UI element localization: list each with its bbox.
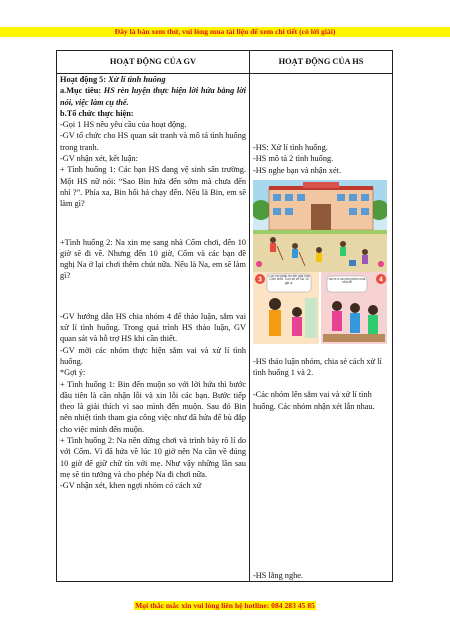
gv-line-4: + Tình huống 1: Các bạn HS đang vệ sinh sân trường. Một HS nữ nói: “Sao Bin hứa đến sớm mà chưa đến nhỉ ?”. Phía xa, Bin hối hả chạy đến. Nếu là Bin, em sẽ làm gì? bbox=[60, 165, 246, 209]
speech-bubble-com: Na ơi ở lại chơi thêm chút nữa đi! bbox=[328, 277, 366, 284]
activity-name: Xử lí tình huống bbox=[106, 75, 166, 84]
gv-line-6: -GV hướng dẫn HS chia nhóm 4 để thảo luận, sắm vai xử lí tình huống. Trong quá trình HS thảo luận, GV quan sát và hỗ trợ HS khi cần thiết. bbox=[60, 311, 246, 344]
goal-label: a.Mục tiêu: bbox=[60, 86, 102, 96]
hs-line-2: -HS mô tả 2 tình huống. bbox=[253, 154, 334, 164]
goal-text: HS rèn luyện thực hiện lời hứa bằng lời nói, việc làm cụ thể. bbox=[60, 86, 246, 107]
hs-line-1: -HS: Xử lí tình huống. bbox=[253, 143, 328, 152]
table-header-row bbox=[57, 51, 393, 74]
table-row bbox=[57, 74, 393, 582]
gv-line-5: +Tình huống 2: Na xin mẹ sang nhà Cốm chơi, đến 10 giờ sẽ đi về. Nhưng đến 10 giờ, Cốm và các bạn đề nghị Na ở lại chơi thêm chút nữa. Nếu là Na, em sẽ làm gì? bbox=[60, 237, 246, 281]
header-hs: HOẠT ĐỘNG CỦA HS bbox=[250, 51, 393, 74]
hs-line-4: -HS thảo luận nhóm, chia sẻ cách xử lí tình huống 1 và 2. bbox=[253, 356, 382, 378]
hs-line-6: -HS lắng nghe. bbox=[253, 571, 304, 581]
gv-line-1: -Gọi 1 HS nêu yêu cầu của hoạt động. bbox=[60, 120, 187, 130]
lesson-table bbox=[56, 50, 393, 582]
hs-line-5: -Các nhóm lên sắm vai và xử lí tình huống. Các nhóm nhận xét lẫn nhau. bbox=[253, 390, 375, 411]
illustration-number-3: 3 bbox=[258, 276, 262, 284]
gv-line-11: -GV nhận xét, khen ngợi nhóm có cách xử bbox=[60, 481, 202, 491]
gv-line-7: -GV mời các nhóm thực hiện sắm vai và xử lí tình huống. bbox=[60, 345, 246, 366]
schoolyard-illustration bbox=[253, 180, 387, 272]
illustration-number-4: 4 bbox=[379, 276, 383, 284]
gv-line-8: *Gợi ý: bbox=[60, 368, 86, 378]
gv-line-9: + Tình huống 1: Bin đến muộn so với lời hứa thì bước đầu tiên là cần nhận lỗi và xin lỗi các bạn. Bước tiếp theo là giải thích vì sao mình đến muộn. Sau đó Bin nên nhiệt tình tham gia công việc như đã hứa để bù đắp cho việc mình đến muộn. bbox=[60, 379, 246, 434]
gv-cell bbox=[57, 74, 250, 582]
header-gv: HOẠT ĐỘNG CỦA GV bbox=[57, 51, 250, 74]
hs-cell bbox=[250, 74, 393, 582]
hs-line-3: -HS nghe bạn và nhận xét. bbox=[253, 165, 342, 175]
preview-banner: Đây là bản xem thử, vui lòng mua tài liệu để xem chi tiết (có lời giải) bbox=[0, 27, 450, 37]
activity-title: Hoạt động 5: bbox=[60, 75, 107, 84]
speech-bubble-na: Con xin phép bố mẹ qua nhà Cốm chơi. Con sẽ về lúc 10 giờ ạ. bbox=[268, 274, 310, 285]
steps-label: b.Tổ chức thực hiện: bbox=[60, 108, 134, 118]
gv-line-3: -GV nhận xét, kết luận: bbox=[60, 154, 138, 164]
hotline-footer: Mọi thắc mắc xin vui lòng liên hệ hotline: 084 283 45 85 bbox=[135, 601, 315, 610]
gv-line-2: -GV tổ chức cho HS quan sát tranh và mô tả tình huống trong tranh. bbox=[60, 131, 246, 152]
gv-line-10: + Tình huống 2: Na nên dừng chơi và trình bày rõ lí do với Cốm. Vì đã hứa về lúc 10 giờ nên Na cần về đúng 10 giờ để giữ chữ tín với mẹ. Như vậy những lần sau mẹ sẽ tin tưởng và cho phép Na đi chơi nữa. bbox=[60, 436, 246, 479]
na-com-illustration bbox=[253, 272, 387, 344]
